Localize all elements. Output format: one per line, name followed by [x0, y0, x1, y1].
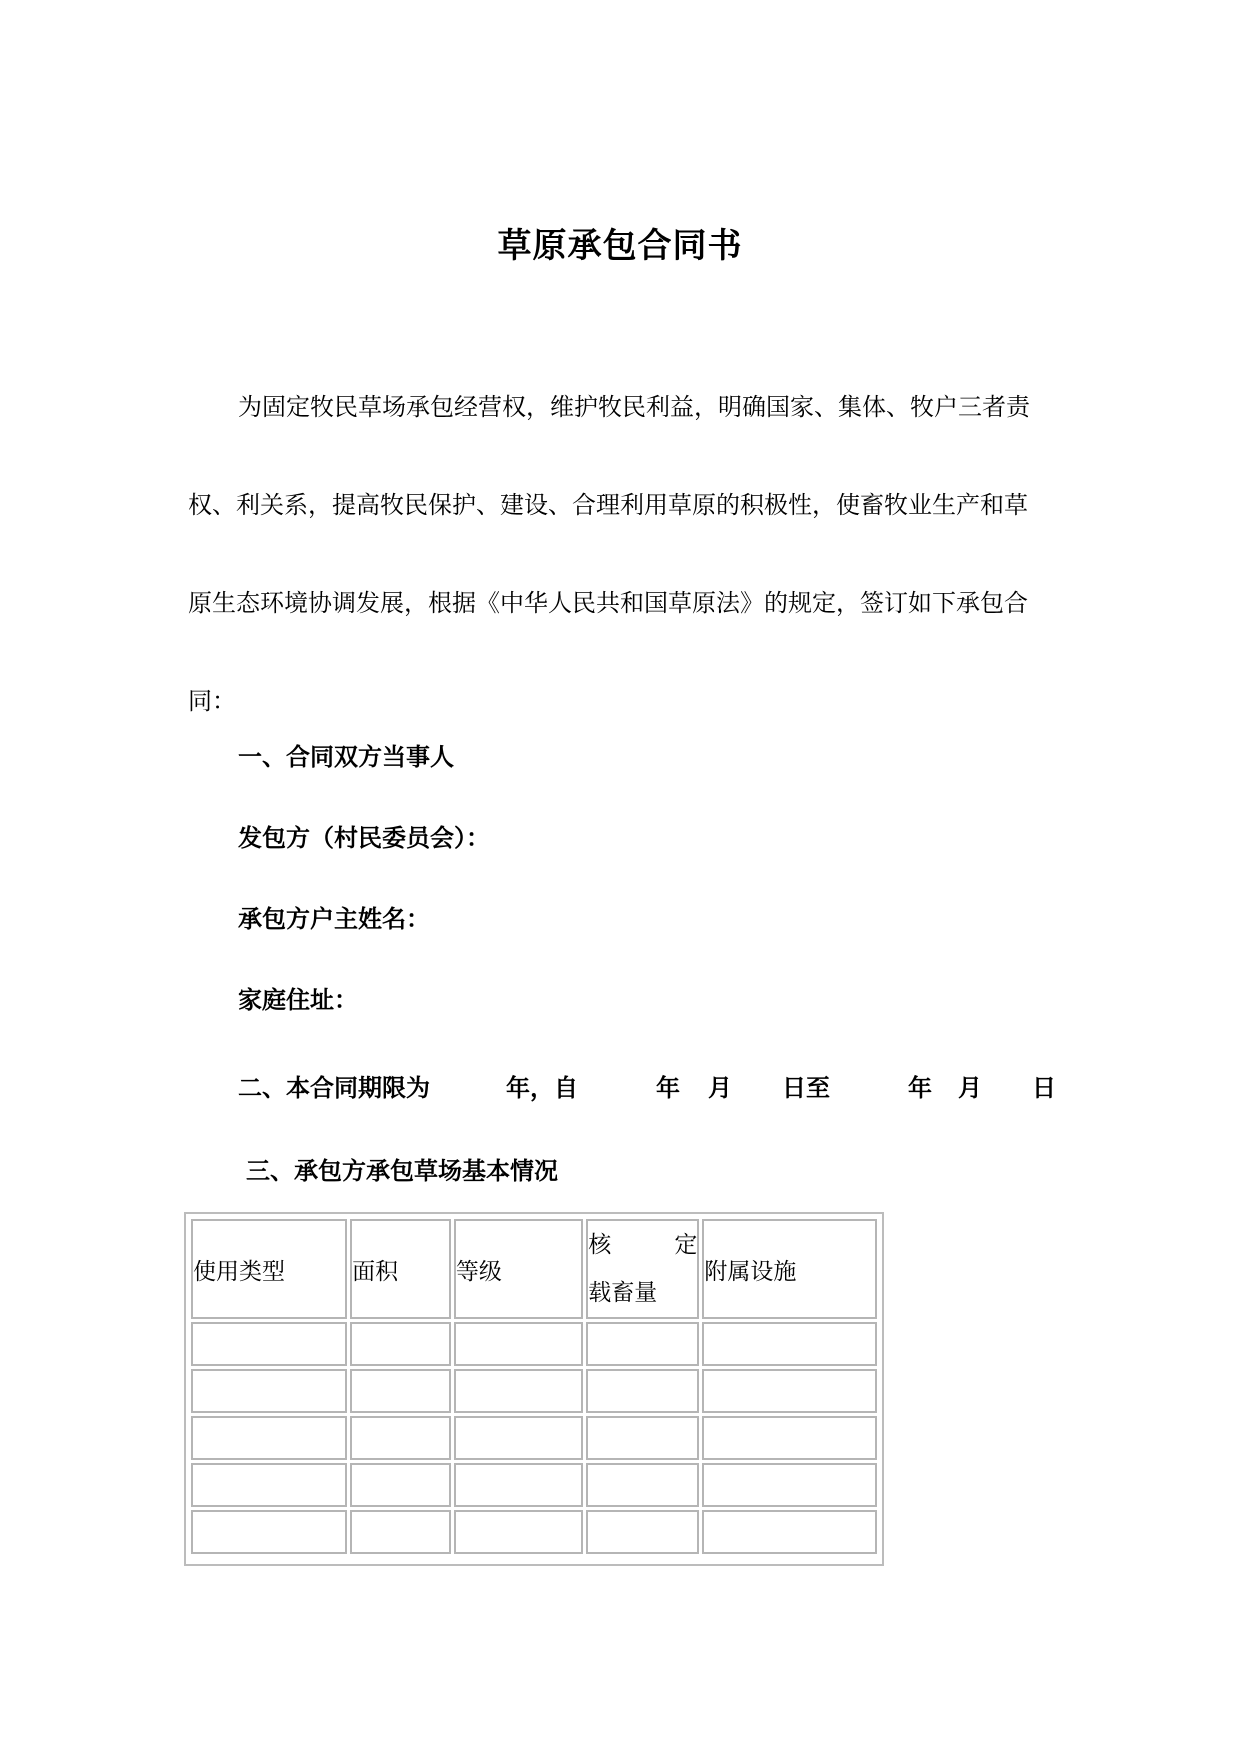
- pasture-table-frame: [184, 1212, 884, 1566]
- term-years: 年，自: [506, 1074, 578, 1102]
- table-header-row: [191, 1219, 877, 1319]
- term-end-day: 日: [1032, 1074, 1056, 1102]
- table-row: [191, 1463, 877, 1507]
- header-type: 使用类型: [191, 1219, 347, 1319]
- issuer-label: 发包方（村民委员会）：: [238, 824, 490, 852]
- term-start-year: 年: [656, 1074, 680, 1102]
- table-cell[interactable]: [191, 1416, 347, 1460]
- contractor-name-label: 承包方户主姓名：: [238, 905, 430, 933]
- table-cell[interactable]: [350, 1322, 451, 1366]
- table-cell[interactable]: [454, 1416, 583, 1460]
- table-cell[interactable]: [586, 1322, 699, 1366]
- table-cell[interactable]: [586, 1510, 699, 1554]
- table-cell[interactable]: [702, 1322, 877, 1366]
- address-label: 家庭住址：: [238, 986, 358, 1014]
- header-area: 面积: [350, 1219, 451, 1319]
- table-cell[interactable]: [702, 1416, 877, 1460]
- pasture-table: [188, 1216, 880, 1557]
- table-cell[interactable]: [702, 1463, 877, 1507]
- table-cell[interactable]: [191, 1463, 347, 1507]
- table-cell[interactable]: [702, 1369, 877, 1413]
- term-end-month: 月: [958, 1074, 982, 1102]
- table-row: [191, 1369, 877, 1413]
- document-title: 草原承包合同书: [497, 226, 743, 266]
- table-cell[interactable]: [191, 1369, 347, 1413]
- table-cell[interactable]: [350, 1463, 451, 1507]
- contract-term-line: [238, 1068, 1058, 1102]
- term-start-month: 月: [708, 1074, 732, 1102]
- table-cell[interactable]: [454, 1510, 583, 1554]
- intro-line-3: 原生态环境协调发展，根据《中华人民共和国草原法》的规定，签订如下承包合: [188, 589, 1028, 617]
- table-row: [191, 1416, 877, 1460]
- intro-line-2: 权、利关系，提高牧民保护、建设、合理利用草原的积极性，使畜牧业生产和草: [188, 491, 1028, 519]
- table-cell[interactable]: [702, 1510, 877, 1554]
- table-row: [191, 1510, 877, 1554]
- table-cell[interactable]: [191, 1510, 347, 1554]
- table-row: [191, 1322, 877, 1366]
- header-facilities: 附属设施: [702, 1219, 877, 1319]
- section1-heading: 一、合同双方当事人: [238, 743, 454, 771]
- section3-heading: 三、承包方承包草场基本情况: [246, 1157, 558, 1185]
- table-cell[interactable]: [586, 1416, 699, 1460]
- intro-line-4: 同：: [188, 687, 236, 715]
- header-grade: 等级: [454, 1219, 583, 1319]
- term-end-year: 年: [908, 1074, 932, 1102]
- intro-paragraph: [188, 358, 1058, 750]
- intro-line-1: 为固定牧民草场承包经营权，维护牧民利益，明确国家、集体、牧户三者责: [238, 393, 1030, 421]
- table-cell[interactable]: [454, 1369, 583, 1413]
- table-cell[interactable]: [350, 1416, 451, 1460]
- table-cell[interactable]: [586, 1463, 699, 1507]
- header-capacity: 核 定 载畜量: [586, 1219, 699, 1319]
- term-start-day-to: 日至: [782, 1074, 830, 1102]
- table-cell[interactable]: [350, 1510, 451, 1554]
- table-cell[interactable]: [191, 1322, 347, 1366]
- table-cell[interactable]: [454, 1322, 583, 1366]
- table-cell[interactable]: [586, 1369, 699, 1413]
- term-prefix: 二、本合同期限为: [238, 1074, 430, 1102]
- table-cell[interactable]: [454, 1463, 583, 1507]
- table-cell[interactable]: [350, 1369, 451, 1413]
